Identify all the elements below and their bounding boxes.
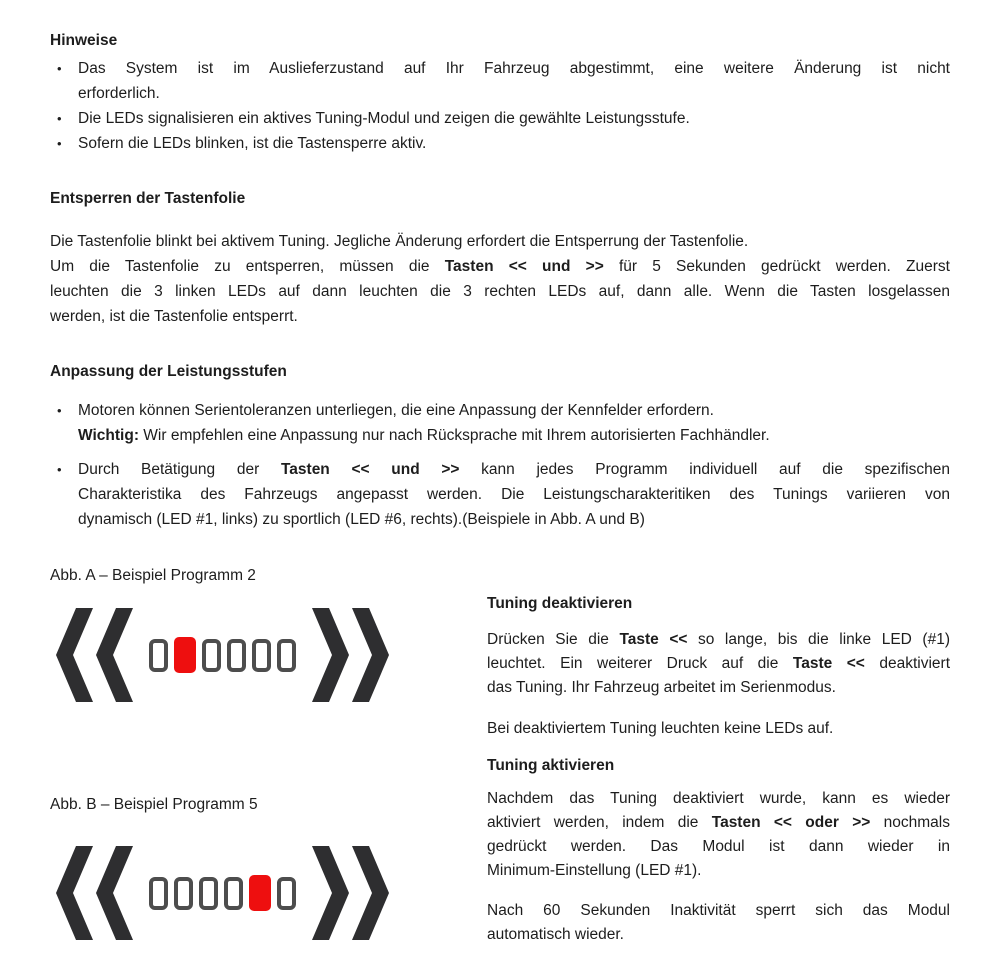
bullet-icon: • [57,462,62,477]
text-line: Motoren können Serientoleranzen unterliegen, die eine Anpassung der Kennfelder erfordern. [78,402,714,419]
text-line: Drücken Sie die Taste << so lange, bis die linke LED (#1) [487,631,950,648]
led-indicator [149,639,168,672]
led-indicator-active [174,637,196,673]
section-entsperren [50,188,950,329]
paragraph-deaktivieren-2 [487,717,950,741]
led-indicator [227,639,246,672]
text-line: Die Tastenfolie blinkt bei aktivem Tuning. Jegliche Änderung erfordert die Entsperrung der Tastenfolie. [50,233,749,250]
led-indicator [224,877,243,910]
list-item [50,131,950,156]
figure-a-led-display [56,608,487,702]
led-strip [149,637,296,673]
paragraph-deaktivieren-1 [487,628,950,700]
led-indicator [174,877,193,910]
text-line: aktiviert werden, indem die Tasten << oder >> nochmals [487,814,950,831]
text-line: Die LEDs signalisieren ein aktives Tuning-Modul und zeigen die gewählte Leistungsstufe. [78,110,690,127]
double-chevron-left-icon [56,608,133,702]
paragraph-aktivieren-2 [487,899,950,947]
text-line: Charakteristika des Fahrzeugs angepasst werden. Die Leistungscharakteritiken des Tunings variieren von [78,486,950,503]
text-line: Nachdem das Tuning deaktiviert wurde, kann es wieder [487,790,950,807]
figures-column [50,559,487,947]
text-line: werden, ist die Tastenfolie entsperrt. [50,308,298,325]
led-indicator [252,639,271,672]
text-line: Bei deaktiviertem Tuning leuchten keine LEDs auf. [487,720,834,737]
section-hinweise [50,30,950,156]
list-item [50,457,950,532]
figures-and-instructions [50,559,950,947]
paragraph-aktivieren-1 [487,787,950,883]
paragraph-entsperren [50,229,950,329]
heading-tuning-aktivieren: Tuning aktivieren [487,757,615,774]
led-indicator [149,877,168,910]
figure-b-label: Abb. B – Beispiel Programm 5 [50,796,258,813]
heading-tuning-deaktivieren: Tuning deaktivieren [487,595,633,612]
double-chevron-left-icon [56,846,133,940]
double-chevron-right-icon [312,846,389,940]
text-line: Minimum-Einstellung (LED #1). [487,862,702,879]
instructions-column [487,559,950,947]
text-line: Durch Betätigung der Tasten << und >> kann jedes Programm individuell auf die spezifischen [78,461,950,478]
text-line: Um die Tastenfolie zu entsperren, müssen die Tasten << und >> für 5 Sekunden gedrückt werden. Zuerst [50,258,950,275]
text-line: Wichtig: Wir empfehlen eine Anpassung nur nach Rücksprache mit Ihrem autorisierten Fachhändler. [78,427,770,444]
text-line: das Tuning. Ihr Fahrzeug arbeitet im Serienmodus. [487,679,836,696]
text-line: automatisch wieder. [487,926,624,943]
list-item [50,106,950,131]
bullet-icon: • [57,61,62,76]
led-indicator [277,639,296,672]
list-item-text [78,106,950,131]
led-indicator [199,877,218,910]
led-indicator-active [249,875,271,911]
bullet-icon: • [57,403,62,418]
heading-hinweise: Hinweise [50,32,118,49]
list-item-text [78,457,950,532]
list-item [50,56,950,106]
led-indicator [277,877,296,910]
double-chevron-right-icon [312,608,389,702]
list-item-text [78,131,950,156]
text-line: Nach 60 Sekunden Inaktivität sperrt sich das Modul [487,902,950,919]
section-anpassung [50,361,950,532]
text-line: Sofern die LEDs blinken, ist die Tastensperre aktiv. [78,135,427,152]
heading-entsperren: Entsperren der Tastenfolie [50,190,246,207]
heading-anpassung: Anpassung der Leistungsstufen [50,363,287,380]
text-line: leuchtet. Ein weiterer Druck auf die Taste << deaktiviert [487,655,950,672]
bullet-icon: • [57,111,62,126]
led-strip [149,875,296,911]
figure-b-led-display [56,846,487,940]
led-indicator [202,639,221,672]
text-line: dynamisch (LED #1, links) zu sportlich (LED #6, rechts).(Beispiele in Abb. A und B) [78,511,645,528]
list-item [50,398,950,448]
hinweise-list [50,56,950,156]
text-line: erforderlich. [78,85,160,102]
list-item-text [78,56,950,106]
figure-a-label: Abb. A – Beispiel Programm 2 [50,567,256,584]
text-line: leuchten die 3 linken LEDs auf dann leuchten die 3 rechten LEDs auf, dann alle. Wenn die Tasten losgelassen [50,283,950,300]
list-item-text [78,398,950,448]
bullet-icon: • [57,136,62,151]
text-line: gedrückt werden. Das Modul ist dann wieder in [487,838,950,855]
text-line: Das System ist im Auslieferzustand auf Ihr Fahrzeug abgestimmt, eine weitere Änderung ist nicht [78,60,950,77]
anpassung-list [50,398,950,532]
